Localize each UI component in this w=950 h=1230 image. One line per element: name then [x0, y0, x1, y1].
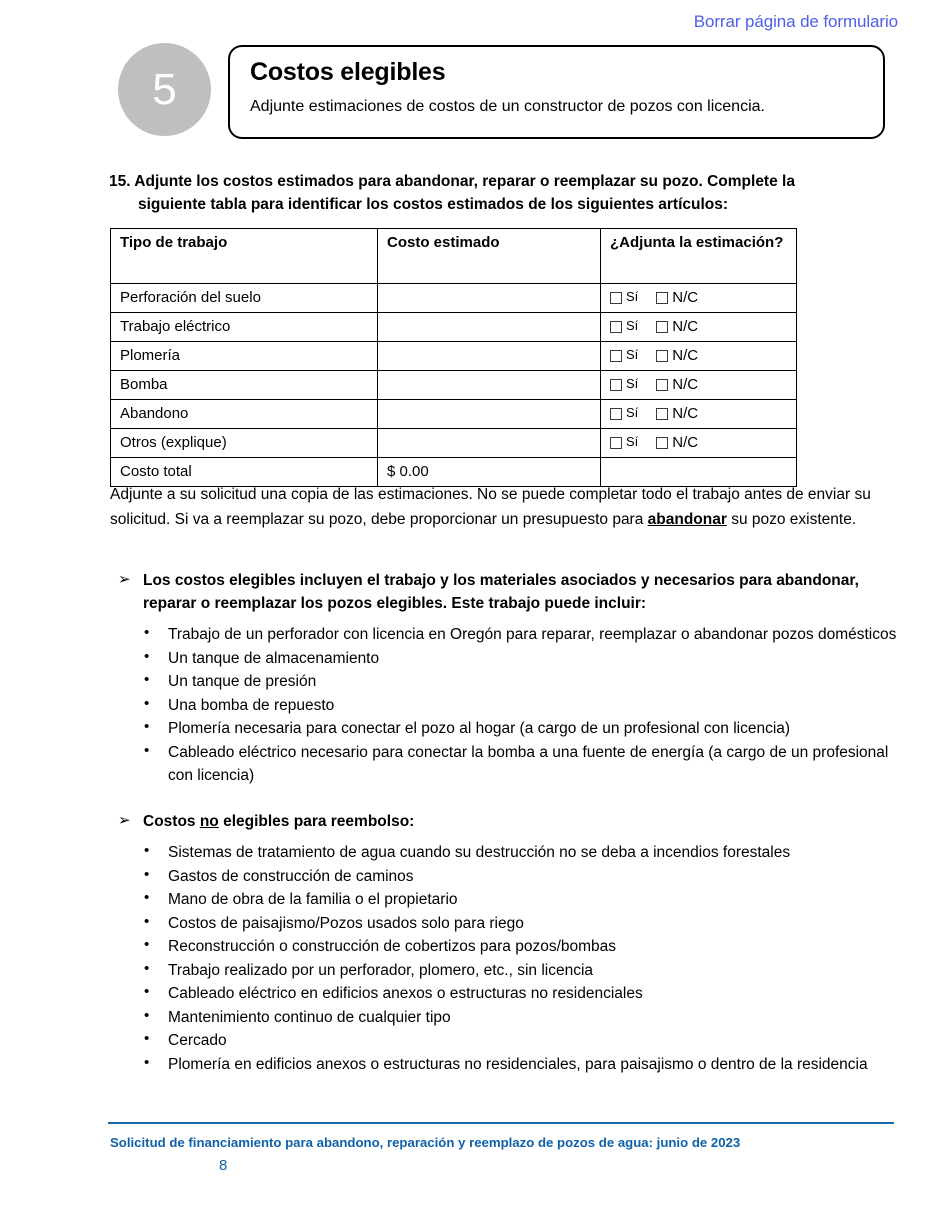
paragraph-emphasis: abandonar: [647, 511, 727, 529]
list-item: • Mano de obra de la familia o el propietario: [110, 888, 900, 912]
cell-estimated-cost-input[interactable]: [378, 313, 601, 342]
list-item: • Sistemas de tratamiento de agua cuando su destrucción no se deba a incendios forestales: [110, 841, 900, 865]
paragraph-part1: Adjunte a su solicitud una copia de las estimaciones. No se puede completar todo el trabajo antes de enviar su solicitud. Si va a reemplazar su pozo, debe proporcionar un presupuesto para: [110, 486, 871, 529]
checkbox-label-yes: Sí: [626, 347, 639, 363]
list-item: • Plomería en edificios anexos o estructuras no residenciales, para paisajismo o dentro de la residencia: [110, 1053, 900, 1077]
cell-attached-estimate: [601, 313, 797, 342]
page-number: 8: [219, 1157, 228, 1174]
list-item: • Plomería necesaria para conectar el pozo al hogar (a cargo de un profesional con licencia): [110, 717, 900, 741]
cell-attached-estimate: [601, 342, 797, 371]
paragraph-part2: su pozo existente.: [726, 511, 857, 529]
checkbox-na[interactable]: [656, 379, 668, 391]
arrow-bullet-icon: ➢: [118, 812, 131, 829]
list-item: • Trabajo de un perforador con licencia en Oregón para reparar, reemplazar o abandonar pozos domésticos: [110, 623, 900, 647]
clear-form-page-link[interactable]: Borrar página de formulario: [693, 12, 898, 31]
checkbox-yes[interactable]: [610, 350, 622, 362]
eligible-costs-table: [110, 228, 797, 487]
footer-text: Solicitud de financiamiento para abandono, reparación y reemplazo de pozos de agua: junio de 2023: [110, 1135, 741, 1150]
checkbox-na[interactable]: [656, 437, 668, 449]
step-number-badge: 5: [118, 43, 211, 136]
attachment-instructions-paragraph: [110, 482, 890, 532]
checkbox-yes[interactable]: [610, 379, 622, 391]
cell-attached-estimate: [601, 371, 797, 400]
question-text-part2: , reparar o reemplazar su pozo. Complete la: [473, 173, 795, 190]
cell-work-type: Plomería: [111, 342, 378, 371]
checkbox-label-yes: Sí: [626, 318, 639, 334]
cell-estimated-cost-input[interactable]: [378, 371, 601, 400]
non-eligible-costs-heading: [110, 810, 900, 833]
column-header-attached-estimate: ¿Adjunta la estimación?: [601, 229, 797, 284]
list-item: • Cercado: [110, 1029, 900, 1053]
table-header-row: [111, 229, 797, 284]
cell-attached-estimate: [601, 400, 797, 429]
list-item: • Una bomba de repuesto: [110, 694, 900, 718]
table-row: [111, 313, 797, 342]
table-row: [111, 342, 797, 371]
list-item: • Costos de paisajismo/Pozos usados solo para riego: [110, 912, 900, 936]
question-text-line2: siguiente tabla para identificar los costos estimados de los siguientes artículos:: [138, 195, 729, 213]
non-eligible-heading-emphasis: no: [199, 813, 219, 830]
checkbox-yes[interactable]: [610, 321, 622, 333]
cell-work-type: Abandono: [111, 400, 378, 429]
table-row: [111, 400, 797, 429]
cell-estimated-cost-input[interactable]: [378, 429, 601, 458]
list-item: • Cableado eléctrico en edificios anexos o estructuras no residenciales: [110, 982, 900, 1006]
list-item: • Un tanque de presión: [110, 670, 900, 694]
list-item: • Mantenimiento continuo de cualquier tipo: [110, 1006, 900, 1030]
table-row: [111, 429, 797, 458]
checkbox-label-na: N/C: [672, 376, 699, 393]
list-item: • Gastos de construcción de caminos: [110, 865, 900, 889]
cell-work-type: Otros (explique): [111, 429, 378, 458]
checkbox-label-yes: Sí: [626, 376, 639, 392]
section-title: Costos elegibles: [250, 58, 446, 86]
cell-estimated-cost-input[interactable]: [378, 400, 601, 429]
eligible-costs-heading-text: Los costos elegibles incluyen el trabajo y los materiales asociados y necesarios para abandonar, reparar o reemplazar los pozos elegibles. Este trabajo puede incluir:: [143, 572, 859, 613]
arrow-bullet-icon: ➢: [118, 571, 131, 588]
list-item: • Trabajo realizado por un perforador, plomero, etc., sin licencia: [110, 959, 900, 983]
checkbox-label-yes: Sí: [626, 434, 639, 450]
column-header-estimated-cost: Costo estimado: [378, 229, 601, 284]
table-row: [111, 284, 797, 313]
section-subtitle: Adjunte estimaciones de costos de un constructor de pozos con licencia.: [250, 98, 765, 115]
cell-work-type: Trabajo eléctrico: [111, 313, 378, 342]
total-cost-value: $ 0.00: [378, 458, 601, 487]
list-item: • Reconstrucción o construcción de cobertizos para pozos/bombas: [110, 935, 900, 959]
checkbox-label-na: N/C: [672, 405, 699, 422]
checkbox-na[interactable]: [656, 408, 668, 420]
cell-estimated-cost-input[interactable]: [378, 342, 601, 371]
section-header-box: [228, 45, 885, 139]
cell-work-type: Bomba: [111, 371, 378, 400]
cell-attached-estimate: [601, 429, 797, 458]
cell-work-type: Perforación del suelo: [111, 284, 378, 313]
checkbox-yes[interactable]: [610, 437, 622, 449]
section-header: [110, 43, 885, 143]
non-eligible-costs-list: [110, 841, 900, 1076]
checkbox-yes[interactable]: [610, 408, 622, 420]
checkbox-label-yes: Sí: [626, 289, 639, 305]
table-row: [111, 371, 797, 400]
non-eligible-heading-part2: elegibles para reembolso:: [218, 813, 415, 830]
footer-divider: [108, 1122, 894, 1124]
checkbox-label-na: N/C: [672, 318, 699, 335]
eligible-costs-list: [110, 623, 900, 788]
question-number: 15.: [109, 173, 131, 190]
question-text-part1: Adjunte los costos estimados para abandonar: [134, 173, 474, 190]
list-item: • Un tanque de almacenamiento: [110, 647, 900, 671]
table-body: [111, 284, 797, 487]
cell-attached-estimate: [601, 284, 797, 313]
cell-estimated-cost-input[interactable]: [378, 284, 601, 313]
list-item: • Cableado eléctrico necesario para conectar la bomba a una fuente de energía (a cargo de un profesional con licencia): [110, 741, 900, 788]
checkbox-na[interactable]: [656, 292, 668, 304]
checkbox-label-na: N/C: [672, 289, 699, 306]
checkbox-na[interactable]: [656, 321, 668, 333]
checkbox-label-na: N/C: [672, 434, 699, 451]
non-eligible-heading-part1: Costos: [143, 813, 200, 830]
question-15: [109, 171, 899, 217]
checkbox-yes[interactable]: [610, 292, 622, 304]
checkbox-na[interactable]: [656, 350, 668, 362]
total-cost-label: Costo total: [111, 458, 378, 487]
eligible-costs-heading: [110, 569, 900, 616]
checkbox-label-yes: Sí: [626, 405, 639, 421]
checkbox-label-na: N/C: [672, 347, 699, 364]
column-header-work-type: Tipo de trabajo: [111, 229, 378, 284]
